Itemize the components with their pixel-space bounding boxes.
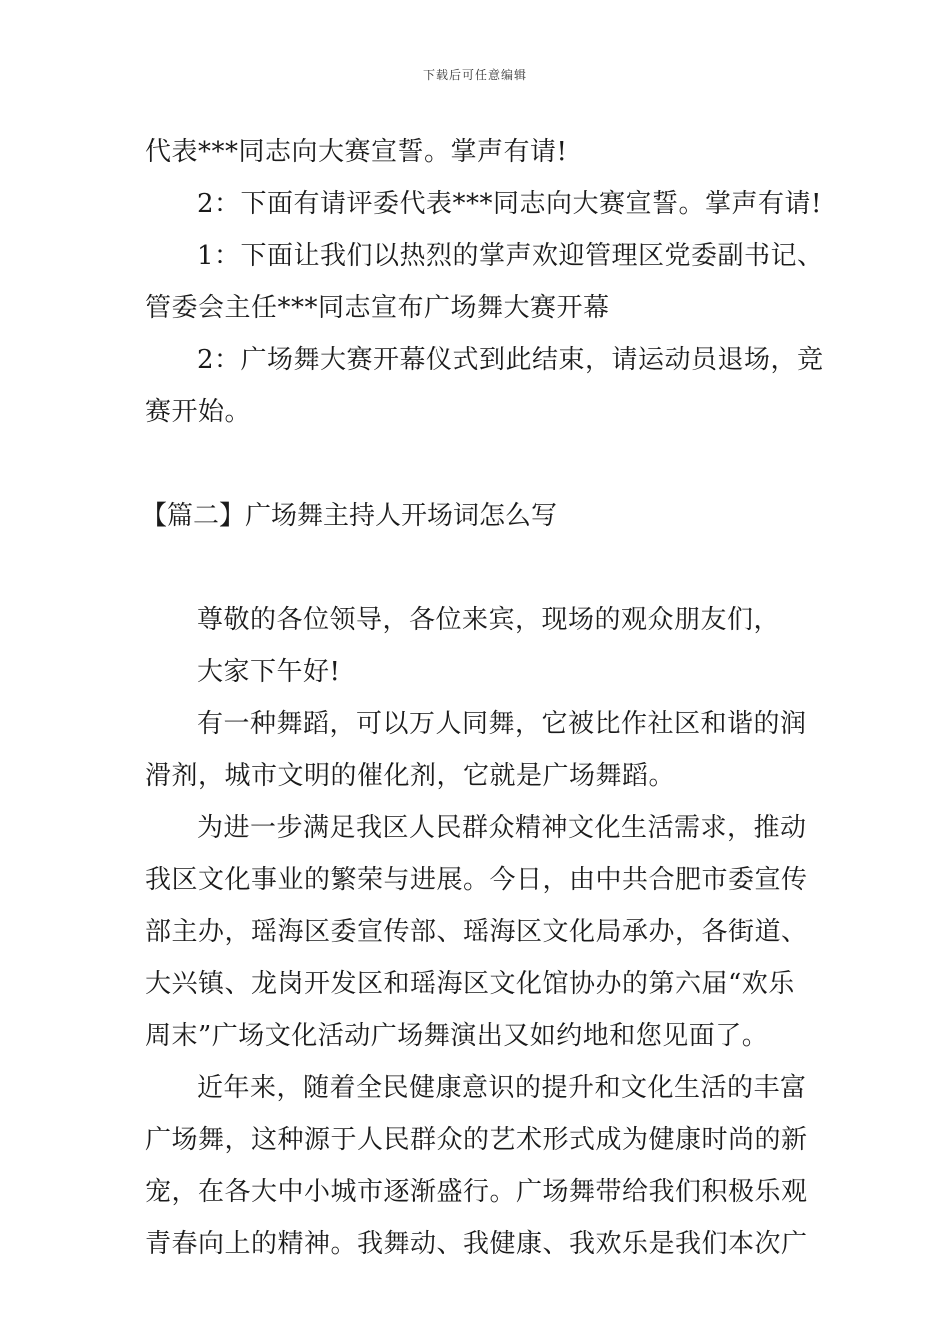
paragraph-line: 大家下午好!: [197, 657, 341, 687]
paragraph-line: 部主办，瑶海区委宣传部、瑶海区文化局承办，各街道、: [145, 917, 808, 947]
paragraph-line: 为进一步满足我区人民群众精神文化生活需求，推动: [197, 813, 807, 843]
paragraph-line: 2：下面有请评委代表***同志向大赛宣誓。掌声有请!: [197, 189, 822, 219]
spacer: [145, 542, 810, 594]
paragraph-line: 1：下面让我们以热烈的掌声欢迎管理区党委副书记、: [197, 241, 824, 271]
paragraph-line: 近年来，随着全民健康意识的提升和文化生活的丰富: [197, 1073, 807, 1103]
paragraph-line: 周末”广场文化活动广场舞演出又如约地和您见面了。: [145, 1021, 769, 1051]
paragraph-line: 代表***同志向大赛宣誓。掌声有请!: [145, 137, 568, 167]
paragraph-line: 我区文化事业的繁荣与进展。今日，由中共合肥市委宣传: [145, 865, 808, 895]
paragraph-line: 大兴镇、龙岗开发区和瑶海区文化馆协办的第六届“欢乐: [145, 969, 795, 999]
spacer: [145, 438, 810, 490]
section-heading: 【篇二】广场舞主持人开场词怎么写: [141, 501, 558, 531]
paragraph-line: 青春向上的精神。我舞动、我健康、我欢乐是我们本次广: [145, 1229, 808, 1259]
paragraph-line: 广场舞，这种源于人民群众的艺术形式成为健康时尚的新: [145, 1125, 808, 1155]
page-header-note: 下载后可任意编辑: [422, 68, 527, 82]
paragraph-line: 宠，在各大中小城市逐渐盛行。广场舞带给我们积极乐观: [145, 1177, 808, 1207]
document-body: [141, 126, 824, 1270]
paragraph-line: 尊敬的各位领导，各位来宾，现场的观众朋友们，: [197, 605, 781, 635]
paragraph-line: 赛开始。: [145, 397, 252, 427]
paragraph-line: 管委会主任***同志宣布广场舞大赛开幕: [145, 293, 610, 323]
paragraph-line: 有一种舞蹈，可以万人同舞，它被比作社区和谐的润: [197, 709, 807, 739]
paragraph-line: 滑剂，城市文明的催化剂，它就是广场舞蹈。: [145, 761, 676, 791]
paragraph-line: 2：广场舞大赛开幕仪式到此结束，请运动员退场，竞: [197, 345, 824, 375]
